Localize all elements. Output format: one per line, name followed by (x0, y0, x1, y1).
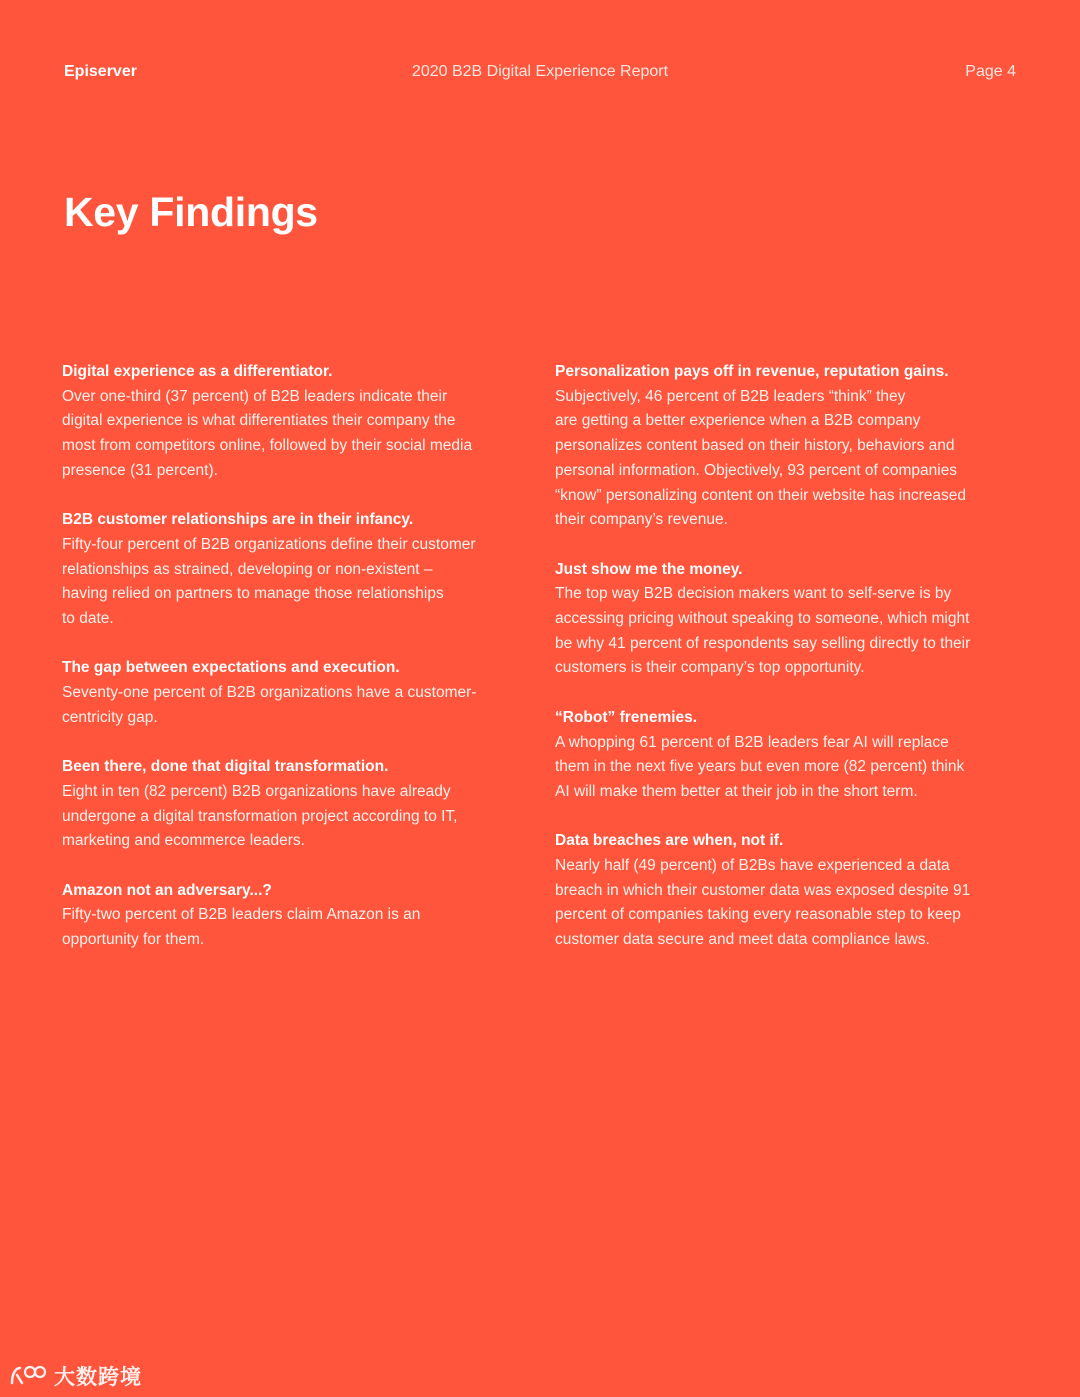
finding-item (555, 829, 1025, 953)
finding-item (555, 706, 1025, 805)
finding-item (555, 360, 1025, 533)
watermark (8, 1358, 142, 1394)
finding-body: Nearly half (49 percent) of B2Bs have experienced a data breach in which their customer data was exposed despite 91 percent of companies taking every reasonable step to keep customer data secure and meet data compliance laws. (555, 857, 971, 949)
finding-body: Seventy-one percent of B2B organizations have a customer- centricity gap. (62, 684, 477, 726)
finding-heading: Just show me the money. (555, 560, 743, 578)
finding-body: Fifty-four percent of B2B organizations define their customer relationships as strained, developing or non-existent – having relied on partners to manage those relationships to date. (62, 535, 476, 628)
page-number: Page 4 (965, 63, 1016, 80)
finding-body: Subjectively, 46 percent of B2B leaders “think” they are getting a better experience when a B2B company personalizes content based on their history, behaviors and personal information. Objectively, 93 percent of companies “know” personalizing content on their website has increased their company’s revenue. (555, 387, 966, 529)
finding-item (62, 360, 532, 484)
finding-body: Eight in ten (82 percent) B2B organizations have already undergone a digital transformation project according to IT, marketing and ecommerce leaders. (62, 782, 458, 850)
finding-heading: Been there, done that digital transformation. (62, 758, 389, 776)
watermark-text: 大数跨境 (54, 1365, 142, 1389)
finding-item (62, 656, 532, 730)
finding-heading: The gap between expectations and execution. (62, 659, 400, 677)
finding-body: A whopping 61 percent of B2B leaders fear AI will replace them in the next five years but even more (82 percent) think AI will make them better at their job in the short term. (555, 733, 965, 800)
findings-right-column (555, 360, 1025, 978)
finding-body: Over one-third (37 percent) of B2B leaders indicate their digital experience is what differentiates their company the most from competitors online, followed by their social media presence (31 percent). (62, 387, 473, 479)
finding-item (62, 755, 532, 854)
findings-left-column (62, 360, 532, 978)
finding-heading: Data breaches are when, not if. (555, 832, 784, 850)
finding-item (62, 508, 532, 632)
finding-heading: Digital experience as a differentiator. (62, 363, 333, 380)
finding-heading: B2B customer relationships are in their infancy. (62, 511, 414, 529)
brand-name: Episerver (64, 63, 137, 80)
finding-body: Fifty-two percent of B2B leaders claim Amazon is an opportunity for them. (62, 906, 421, 949)
report-title: 2020 B2B Digital Experience Report (411, 63, 669, 80)
finding-heading: Personalization pays off in revenue, reputation gains. (555, 363, 949, 380)
finding-heading: Amazon not an adversary...? (62, 881, 272, 899)
finding-heading: “Robot” frenemies. (555, 708, 698, 726)
finding-item (555, 558, 1025, 682)
watermark-logo-icon (8, 1363, 48, 1389)
finding-item (62, 879, 532, 953)
finding-body: The top way B2B decision makers want to self-serve is by accessing pricing without speaking to someone, which might be why 41 percent of respondents say selling directly to their customers is their company’s top opportunity. (555, 585, 971, 677)
page-title: Key Findings (64, 189, 318, 235)
page-header (64, 60, 1016, 84)
